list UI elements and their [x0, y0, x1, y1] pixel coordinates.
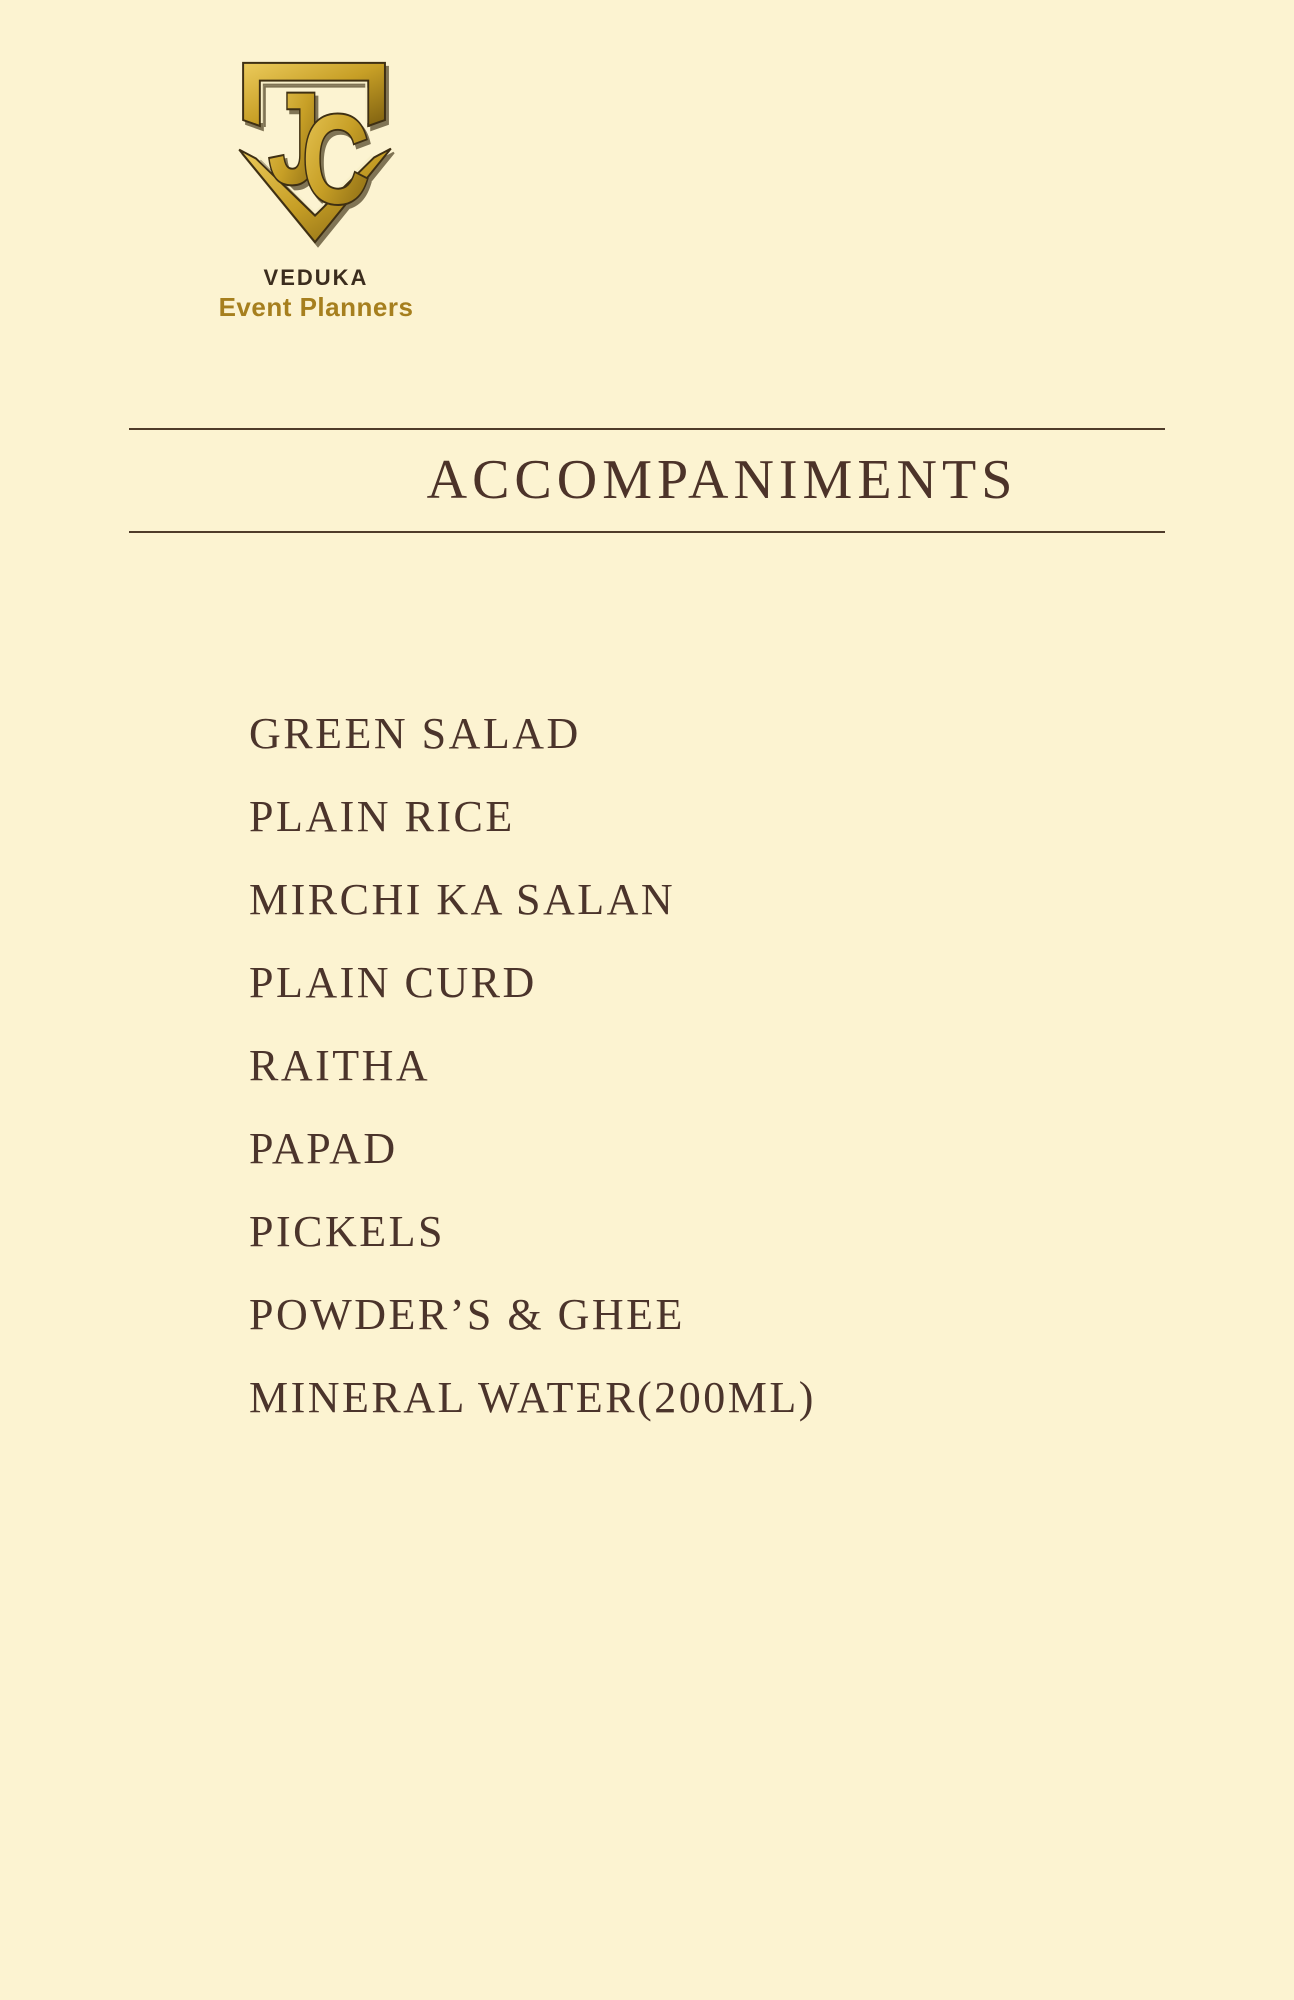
menu-item: PLAIN CURD	[249, 958, 537, 1007]
menu-item: POWDER’S & GHEE	[249, 1290, 685, 1339]
brand-tagline: Event Planners	[218, 292, 414, 322]
menu-item: PAPAD	[249, 1124, 398, 1173]
jc-shield-logo-icon	[237, 57, 395, 254]
menu-item: GREEN SALAD	[249, 709, 581, 758]
menu-item: PLAIN RICE	[249, 792, 515, 841]
brand-name: VEDUKA	[263, 265, 369, 290]
menu-item: MIRCHI KA SALAN	[249, 875, 676, 924]
brand-header	[183, 57, 449, 321]
menu-list	[249, 692, 816, 1439]
menu-item: MINERAL WATER(200ML)	[249, 1373, 816, 1422]
monogram-letter-c: C	[302, 89, 370, 231]
section-title-band	[129, 428, 1165, 533]
menu-item: PICKELS	[249, 1207, 445, 1256]
page-title: ACCOMPANIMENTS	[426, 449, 1018, 511]
menu-item: RAITHA	[249, 1041, 431, 1090]
monogram-letter-j: J	[268, 66, 321, 212]
